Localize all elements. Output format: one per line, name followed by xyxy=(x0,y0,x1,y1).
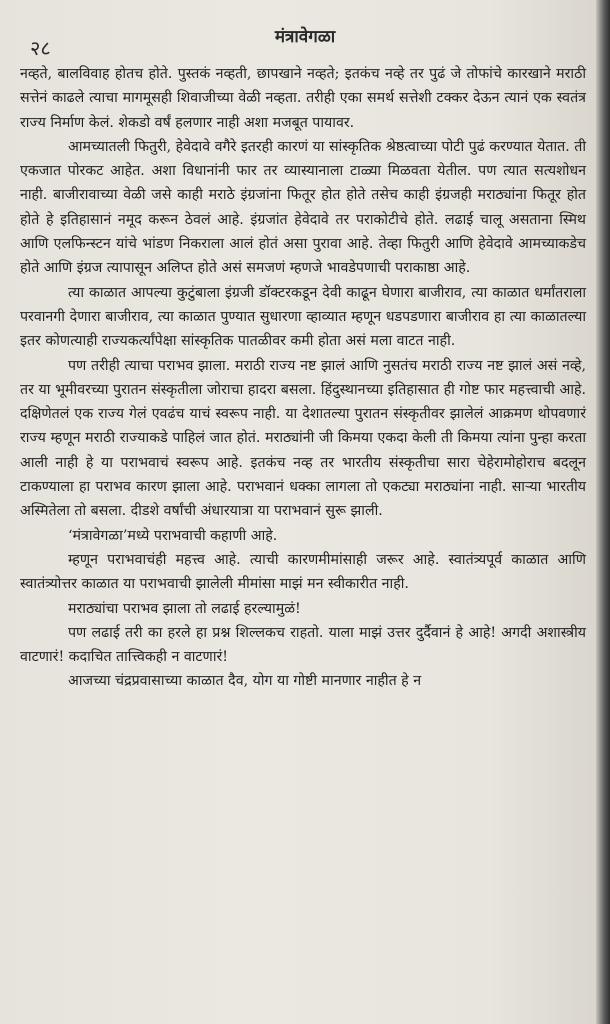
paragraph-8: पण लढाई तरी का हरले हा प्रश्न शिल्लकच राहतो. याला माझं उत्तर दुर्दैवानं हे आहे! अगदी अशास्त्रीय वाटणारं! कदाचित तात्त्विकही न वाटणारं! xyxy=(20,624,586,666)
page-edge-shadow xyxy=(596,0,610,1024)
paragraph-9: आजच्या चंद्रप्रवासाच्या काळात दैव, योग या गोष्टी मानणार नाहीत हे न xyxy=(68,673,422,690)
body-text xyxy=(20,62,586,694)
paragraph-4: पण तरीही त्याचा पराभव झाला. मराठी राज्य नष्ट झालं आणि नुसतंच मराठी राज्य नष्ट झालं असं नव्हे, तर या भूमीवरच्या पुरातन संस्कृतीला जोराचा हादरा बसला. हिंदुस्थानच्या इतिहासात ही गोष्ट फार महत्त्वाची आहे. दक्षिणेतलं एक राज्य गेलं एवढंच याचं स्वरूप नाही. या देशातल्या पुरातन संस्कृतीवर झालेलं आक्रमण थोपवणारं राज्य म्हणून मराठी राज्याकडे पाहिलं जात होतं. मराठ्यांनी जी किमया एकदा केली ती किमया त्यांना पुन्हा करता आली नाही हे या पराभवाचं स्वरूप आहे. इतकंच नव्ह तर भारतीय संस्कृतीचा सारा चेहेरामोहोराच बदलून टाकण्याला हा पराभव कारण झाला आहे. पराभवानं धक्का लागला तो एकट्या मराठ्यांना नाही. साऱ्या भारतीय अस्मितेला तो बसला. दीडशे वर्षांची अंधारयात्रा या पराभवानं सुरू झाली. xyxy=(20,357,586,520)
running-title: मंत्रावेगळा xyxy=(274,27,336,47)
paragraph-3: त्या काळात आपल्या कुटुंबाला इंग्रजी डॉक्टरकडून देवी काढून घेणारा बाजीराव, त्या काळात धर्मांतराला परवानगी देणारा बाजीराव, त्या काळात पुण्यात सुधारणा व्हाव्यात म्हणून धडपडणारा बाजीराव हा त्या काळातल्या इतर कोणत्याही राज्यकर्त्यांपेक्षा सांस्कृतिक पातळीवर कमी होता असं मला वाटत नाही. xyxy=(20,284,586,350)
paragraph-5: ‘मंत्रावेगळा’मध्ये पराभवाची कहाणी आहे. xyxy=(68,527,278,544)
page-number: २८ xyxy=(30,36,51,60)
paragraph-1: नव्हते, बालविवाह होतच होते. पुस्तकं नव्हती, छापखाने नव्हते; इतकंच नव्हे तर पुढं जे तोफांचे कारखाने मराठी सत्तेनं काढले त्याचा मागमूसही शिवाजीच्या वेळी नव्हता. तरीही एका समर्थ सत्तेशी टक्कर देऊन त्यानं एक स्वतंत्र राज्य निर्माण केलं. शेकडो वर्षं हलणार नाही अशा मजबूत पायावर. xyxy=(20,66,586,131)
paragraph-6: म्हणून पराभवाचंही महत्त्व आहे. त्याची कारणमीमांसाही जरूर आहे. स्वातंत्र्यपूर्व काळात आणि स्वातंत्र्योत्तर काळात या पराभवाची झालेली मीमांसा माझं मन स्वीकारीत नाही. xyxy=(20,551,586,593)
paragraph-7: मराठ्यांचा पराभव झाला तो लढाई हरल्यामुळं! xyxy=(68,600,301,617)
paragraph-2: आमच्यातली फितुरी, हेवेदावे वगैरे इतरही कारणं या सांस्कृतिक श्रेष्ठत्वाच्या पोटी पुढं करण्यात येतात. ती एकजात पोरकट आहेत. अशा विधानांनी फार तर व्यास्यानाला टाळ्या मिळवता येतील. पण त्यात सत्यशोधन नाही. बाजीरावाच्या वेळी जसे काही मराठे इंग्रजांना फितूर होत होते तसेच काही इंग्रजही मराठ्यांना फितूर होत होते हे इतिहासानं नमूद करून ठेवलं आहे. इंग्रजांत हेवेदावे तर पराकोटीचे होते. लढाई चालू असताना स्मिथ आणि एलफिन्स्टन यांचे भांडण निकराला आलं होतं असा पुरावा आहे. तेव्हा फितुरी आणि हेवेदावे आमच्याकडेच होते आणि इंग्रज त्यापासून अलिप्त होते असं समजणं म्हणजे भावडेपणाची पराकाष्ठा आहे. xyxy=(20,138,586,277)
